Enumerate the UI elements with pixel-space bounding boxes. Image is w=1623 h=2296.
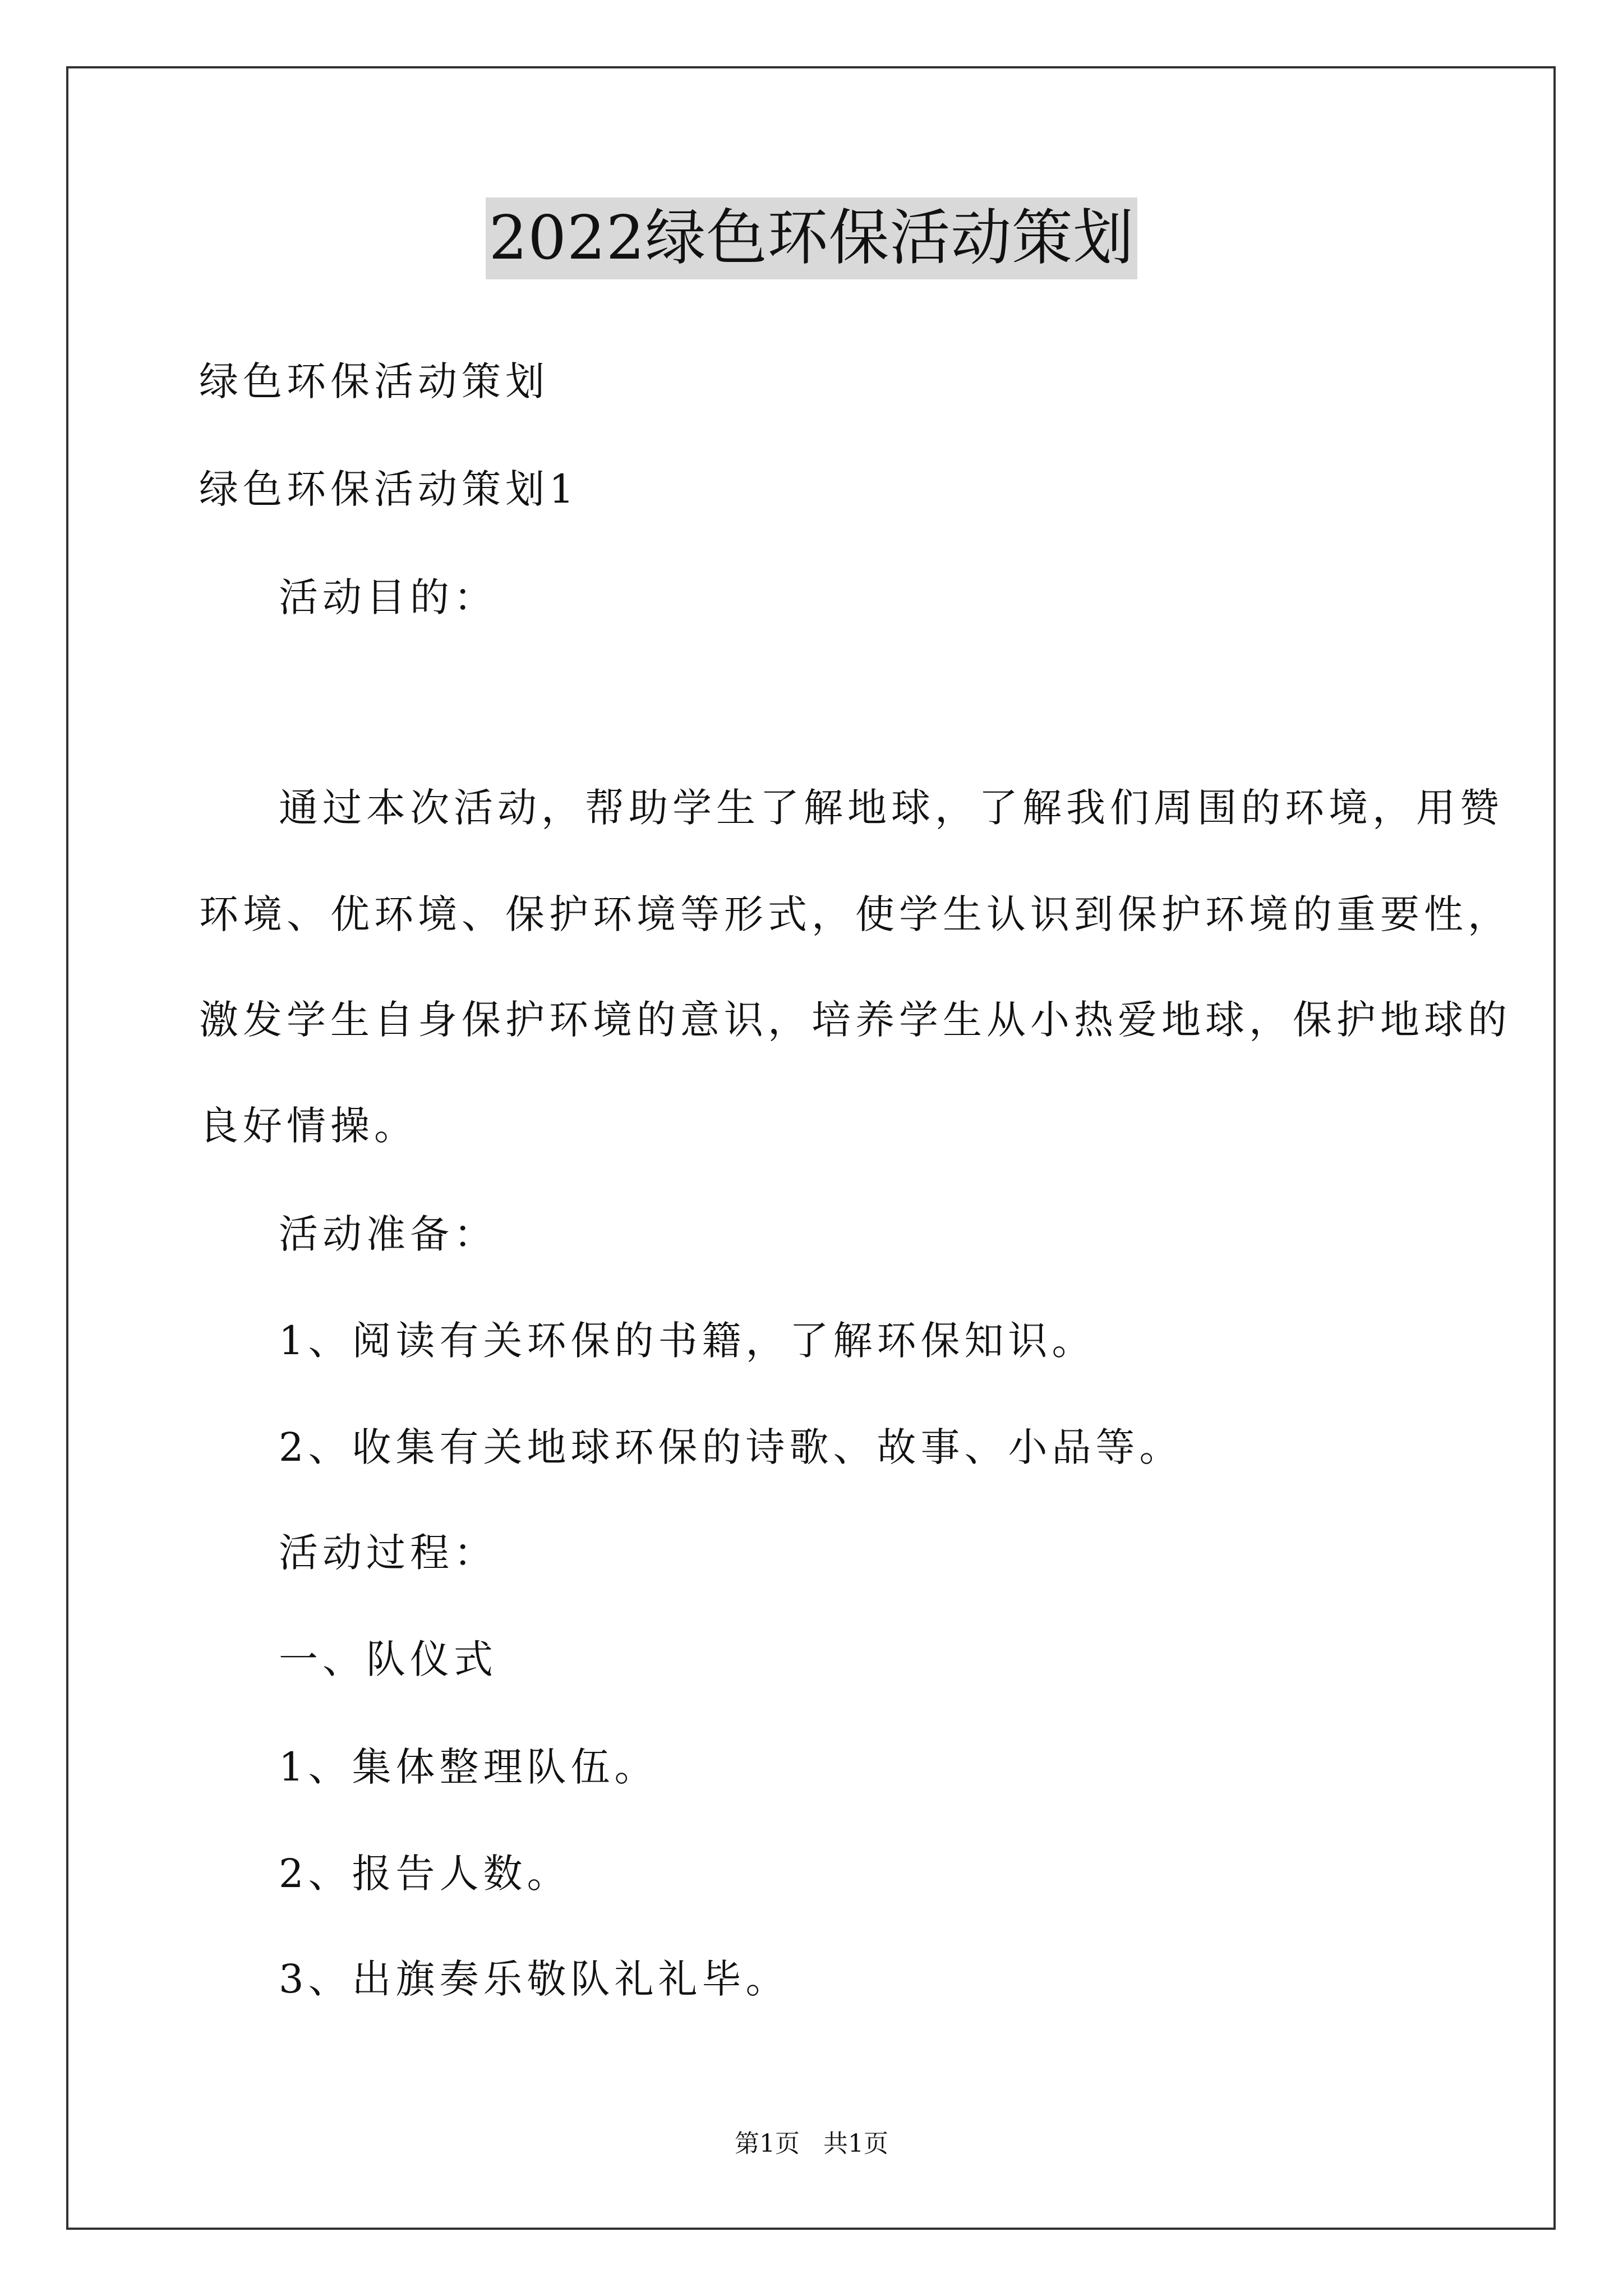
list-item: 2、报告人数。 <box>279 1851 571 1897</box>
paragraph-line: 活动准备： <box>279 1211 497 1257</box>
list-item: 2、收集有关地球环保的诗歌、故事、小品等。 <box>279 1424 1183 1470</box>
list-item: 3、出旗奏乐敬队礼礼毕。 <box>279 1956 790 2002</box>
paragraph-line: 良好情操。 <box>199 1103 418 1149</box>
paragraph-line: 激发学生自身保护环境的意识，培养学生从小热爱地球，保护地球的 <box>199 997 1511 1043</box>
page-footer: 第1页 共1页 <box>735 2129 888 2158</box>
paragraph-line: 活动过程： <box>279 1530 497 1576</box>
paragraph-line: 活动目的： <box>279 574 497 620</box>
paragraph-line: 环境、优环境、保护环境等形式，使学生认识到保护环境的重要性， <box>199 891 1511 937</box>
paragraph-line: 通过本次活动，帮助学生了解地球，了解我们周围的环境，用赞 <box>279 785 1504 831</box>
list-item: 1、阅读有关环保的书籍，了解环保知识。 <box>279 1318 1096 1364</box>
subtitle-line: 绿色环保活动策划 <box>199 358 549 404</box>
list-item: 一、队仪式 <box>279 1636 497 1682</box>
title-container <box>0 197 1623 279</box>
document-title: 2022绿色环保活动策划 <box>486 197 1138 279</box>
list-item: 1、集体整理队伍。 <box>279 1744 658 1790</box>
section-heading: 绿色环保活动策划1 <box>199 466 579 512</box>
